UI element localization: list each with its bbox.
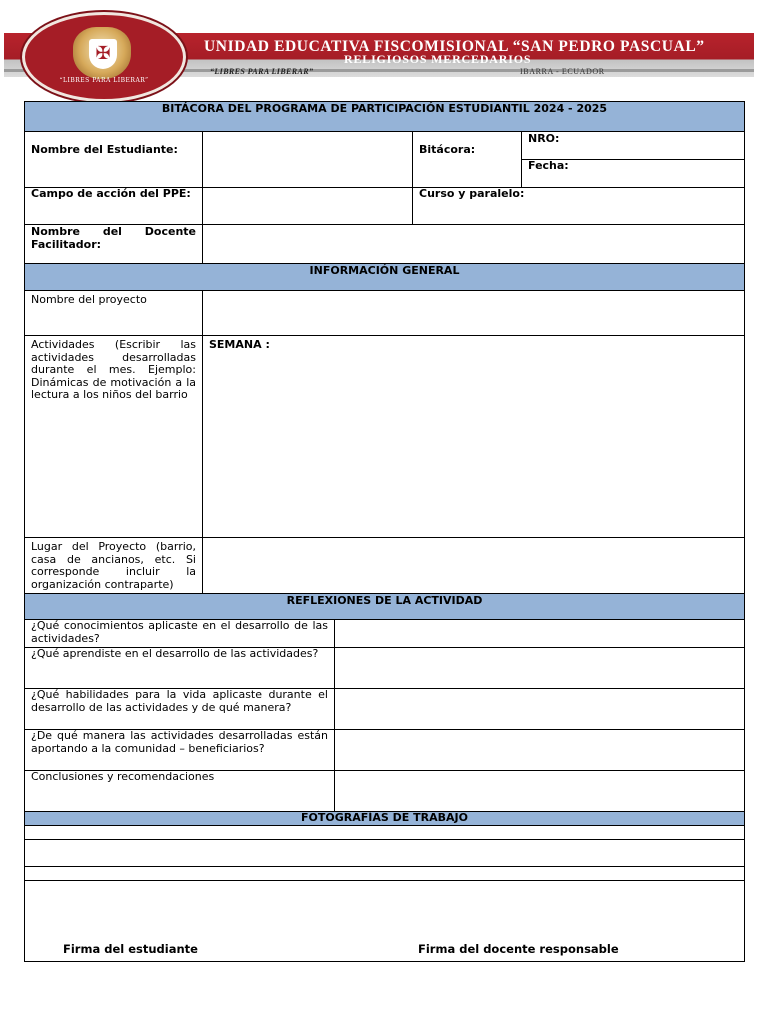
docente-field[interactable] bbox=[203, 225, 744, 264]
project-location-field[interactable] bbox=[203, 538, 744, 594]
bitacora-form bbox=[24, 101, 745, 962]
fecha-field[interactable]: Fecha: bbox=[522, 160, 744, 188]
question-knowledge-label: ¿Qué conocimientos aplicaste en el desarrollo de las actividades? bbox=[25, 620, 335, 648]
general-info-header: INFORMACIÓN GENERAL bbox=[25, 264, 744, 291]
school-location: IBARRA - ECUADOR bbox=[520, 67, 605, 76]
question-learned-label: ¿Qué aprendiste en el desarrollo de las actividades? bbox=[25, 648, 335, 689]
project-location-label: Lugar del Proyecto (barrio, casa de ancianos, etc. Si corresponde incluir la organización contraparte) bbox=[25, 538, 203, 594]
conclusions-field[interactable] bbox=[335, 771, 744, 812]
campo-label: Campo de acción del PPE: bbox=[25, 188, 203, 225]
school-logo bbox=[22, 12, 186, 102]
project-name-field[interactable] bbox=[203, 291, 744, 336]
project-name-label: Nombre del proyecto bbox=[25, 291, 203, 336]
question-skills-label: ¿Qué habilidades para la vida aplicaste durante el desarrollo de las actividades y de qué manera? bbox=[25, 689, 335, 730]
question-community-label: ¿De qué manera las actividades desarrolladas están aportando a la comunidad – beneficiarios? bbox=[25, 730, 335, 771]
conclusions-label: Conclusiones y recomendaciones bbox=[25, 771, 335, 812]
photo-row-3[interactable] bbox=[25, 867, 744, 881]
photo-row-2[interactable] bbox=[25, 840, 744, 867]
activities-label: Actividades (Escribir las actividades desarrolladas durante el mes. Ejemplo: Dinámicas de motivación a la lectura a los niños del barrio bbox=[25, 336, 203, 538]
student-name-label: Nombre del Estudiante: bbox=[25, 132, 203, 188]
nro-field[interactable]: NRO: bbox=[522, 132, 744, 160]
photos-header: FOTOGRAFÍAS DE TRABAJO bbox=[25, 812, 744, 826]
question-community-field[interactable] bbox=[335, 730, 744, 771]
bitacora-label: Bitácora: bbox=[413, 132, 522, 188]
question-skills-field[interactable] bbox=[335, 689, 744, 730]
teacher-signature-label: Firma del docente responsable bbox=[418, 942, 619, 956]
docente-label: Nombre del Docente Facilitador: bbox=[25, 225, 203, 264]
question-learned-field[interactable] bbox=[335, 648, 744, 689]
reflections-header: REFLEXIONES DE LA ACTIVIDAD bbox=[25, 594, 744, 620]
form-title: BITÁCORA DEL PROGRAMA DE PARTICIPACIÓN ESTUDIANTIL 2024 - 2025 bbox=[25, 102, 744, 132]
school-slogan: “LIBRES PARA LIBERAR” bbox=[210, 67, 314, 76]
congregation-name: RELIGIOSOS MERCEDARIOS bbox=[344, 52, 532, 66]
student-signature-label: Firma del estudiante bbox=[63, 942, 198, 956]
logo-shield-icon: ✠ bbox=[89, 39, 117, 69]
photo-row-1[interactable] bbox=[25, 826, 744, 840]
activities-field[interactable]: SEMANA : bbox=[203, 336, 744, 538]
logo-motto: “LIBRES PARA LIBERAR” bbox=[59, 77, 149, 84]
student-name-field[interactable] bbox=[203, 132, 413, 188]
question-knowledge-field[interactable] bbox=[335, 620, 744, 648]
campo-field[interactable] bbox=[203, 188, 413, 225]
school-name: UNIDAD EDUCATIVA FISCOMISIONAL “SAN PEDRO PASCUAL” bbox=[204, 38, 705, 55]
curso-field[interactable]: Curso y paralelo: bbox=[413, 188, 744, 225]
